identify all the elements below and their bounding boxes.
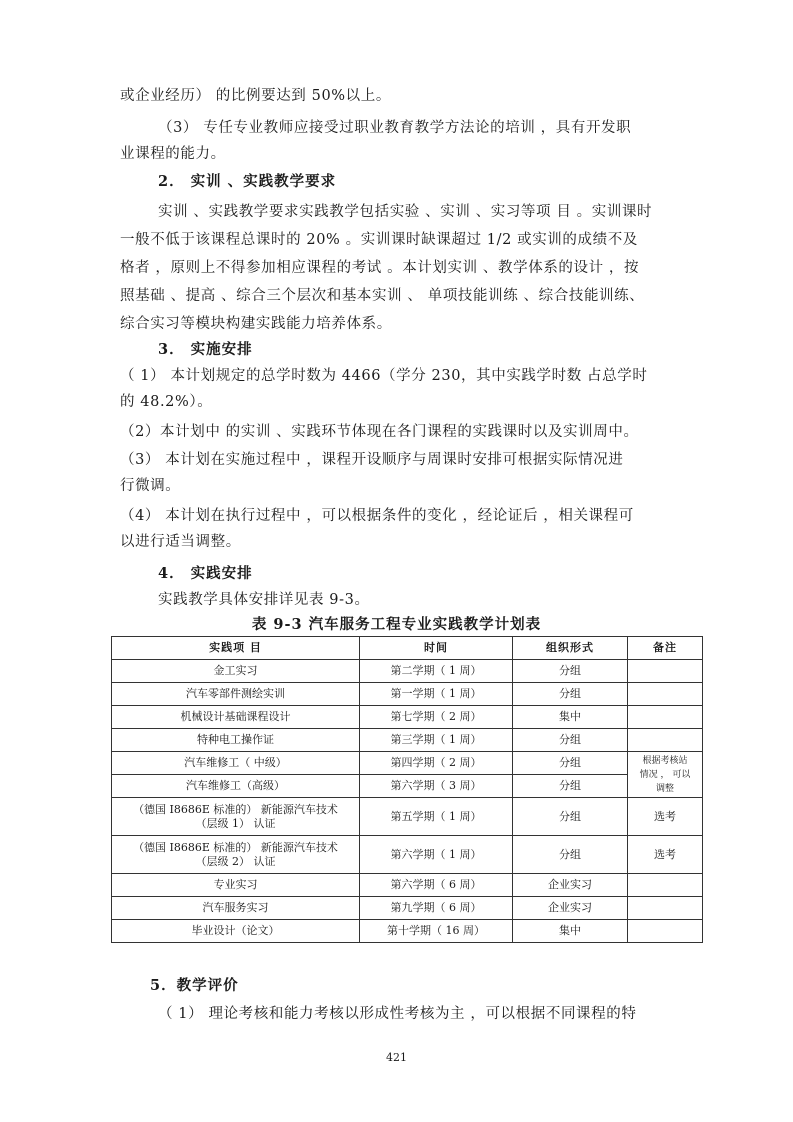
header-form: 组织形式 [513, 637, 628, 660]
paragraph-line: 的 48.2%）。 [120, 394, 213, 410]
cell-form: 分组 [513, 729, 628, 752]
cell-time: 第十学期（ 16 周） [360, 920, 513, 943]
paragraph-line: （ 1） 理论考核和能力考核以形成性考核为主 ，可以根据不同课程的特 [158, 1006, 637, 1022]
table-row [112, 729, 703, 752]
paragraph-line: 或企业经历） 的比例要达到 50%以上。 [120, 88, 391, 104]
paragraph-line: （3） 专任专业教师应接受过职业教育教学方法论的培训 ，具有开发职 [158, 120, 632, 136]
cell-note [628, 729, 703, 752]
table-row [112, 660, 703, 683]
cell-form: 企业实习 [513, 874, 628, 897]
cell-time: 第九学期（ 6 周） [360, 897, 513, 920]
cell-form: 集中 [513, 920, 628, 943]
practice-plan-table [111, 636, 703, 943]
cell-project [112, 798, 360, 836]
cell-project: 汽车服务实习 [112, 897, 360, 920]
cell-project [112, 836, 360, 874]
cell-form: 集中 [513, 706, 628, 729]
cell-note [628, 920, 703, 943]
cell-project: 特种电工操作证 [112, 729, 360, 752]
paragraph-line: 以进行适当调整。 [120, 534, 241, 550]
paragraph-line: （4） 本计划在执行过程中 ，可以根据条件的变化 ，经论证后 ，相关课程可 [120, 508, 634, 524]
cell-project-line: （德国 I8686E 标准的） 新能源汽车技术 [133, 802, 338, 816]
cell-time: 第一学期（ 1 周） [360, 683, 513, 706]
table-row [112, 798, 703, 836]
cell-note: 选考 [628, 798, 703, 836]
table-row [112, 775, 703, 798]
cell-note [628, 706, 703, 729]
cell-note: 选考 [628, 836, 703, 874]
cell-form: 分组 [513, 775, 628, 798]
table-row [112, 874, 703, 897]
cell-project: 汽车维修工（ 中级） [112, 752, 360, 775]
cell-time: 第六学期（ 6 周） [360, 874, 513, 897]
cell-project-line: （层级 1） 认证 [195, 816, 276, 830]
section-heading: 3． 实施安排 [158, 341, 253, 358]
cell-form: 分组 [513, 836, 628, 874]
table-caption: 表 9-3 汽车服务工程专业实践教学计划表 [251, 616, 542, 633]
cell-project: 金工实习 [112, 660, 360, 683]
cell-note [628, 683, 703, 706]
cell-time: 第七学期（ 2 周） [360, 706, 513, 729]
cell-time: 第五学期（ 1 周） [360, 798, 513, 836]
paragraph-line: 行微调。 [120, 478, 181, 494]
cell-form: 分组 [513, 660, 628, 683]
cell-project: 毕业设计（论文） [112, 920, 360, 943]
header-project: 实践项 目 [112, 637, 360, 660]
cell-project: 汽车零部件测绘实训 [112, 683, 360, 706]
paragraph-line: （2）本计划中 的实训 、实践环节体现在各门课程的实践课时以及实训周中。 [120, 424, 639, 440]
table-row [112, 752, 703, 775]
cell-project-line: （层级 2） 认证 [195, 854, 276, 868]
paragraph-line: 照基础 、提高 、综合三个层次和基本实训 、 单项技能训练 、综合技能训练、 [120, 288, 645, 304]
header-time: 时间 [360, 637, 513, 660]
header-note: 备注 [628, 637, 703, 660]
cell-time: 第三学期（ 1 周） [360, 729, 513, 752]
paragraph-line: 业课程的能力。 [120, 146, 226, 162]
cell-form: 分组 [513, 752, 628, 775]
table-header-row [112, 637, 703, 660]
cell-project-line: （德国 I8686E 标准的） 新能源汽车技术 [133, 840, 338, 854]
paragraph-line: 一般不低于该课程总课时的 20% 。实训课时缺课超过 1/2 或实训的成绩不及 [120, 232, 638, 248]
note-line: 情况 ， 可以 [639, 769, 691, 780]
cell-note-merged [628, 752, 703, 798]
paragraph-line: 格者 ，原则上不得参加相应课程的考试 。本计划实训 、教学体系的设计 ，按 [120, 260, 640, 276]
cell-time: 第六学期（ 1 周） [360, 836, 513, 874]
paragraph-line: （ 1） 本计划规定的总学时数为 4466（学分 230，其中实践学时数 占总学时 [120, 368, 648, 384]
page-number: 421 [386, 1051, 407, 1064]
cell-time: 第四学期（ 2 周） [360, 752, 513, 775]
paragraph-line: 实训 、实践教学要求实践教学包括实验 、实训 、实习等项 目 。实训课时 [158, 204, 653, 220]
cell-note [628, 660, 703, 683]
table-row [112, 683, 703, 706]
paragraph-line: 综合实习等模块构建实践能力培养体系。 [120, 316, 392, 332]
section-heading: 4． 实践安排 [158, 565, 253, 582]
section-heading: 5．教学评价 [150, 977, 239, 994]
cell-time: 第六学期（ 3 周） [360, 775, 513, 798]
cell-project: 专业实习 [112, 874, 360, 897]
table-row [112, 920, 703, 943]
cell-form: 分组 [513, 683, 628, 706]
table-row [112, 836, 703, 874]
cell-time: 第二学期（ 1 周） [360, 660, 513, 683]
cell-project: 汽车维修工（高级） [112, 775, 360, 798]
table-row [112, 706, 703, 729]
cell-project: 机械设计基础课程设计 [112, 706, 360, 729]
table-row [112, 897, 703, 920]
cell-note [628, 874, 703, 897]
note-line: 调整 [655, 783, 674, 794]
cell-form: 企业实习 [513, 897, 628, 920]
paragraph-line: 实践教学具体安排详见表 9-3。 [158, 592, 370, 608]
paragraph-line: （3） 本计划在实施过程中 ，课程开设顺序与周课时安排可根据实际情况进 [120, 452, 624, 468]
cell-note [628, 897, 703, 920]
section-heading: 2． 实训 、实践教学要求 [158, 173, 337, 190]
cell-form: 分组 [513, 798, 628, 836]
note-line: 根据考核站 [642, 755, 688, 766]
